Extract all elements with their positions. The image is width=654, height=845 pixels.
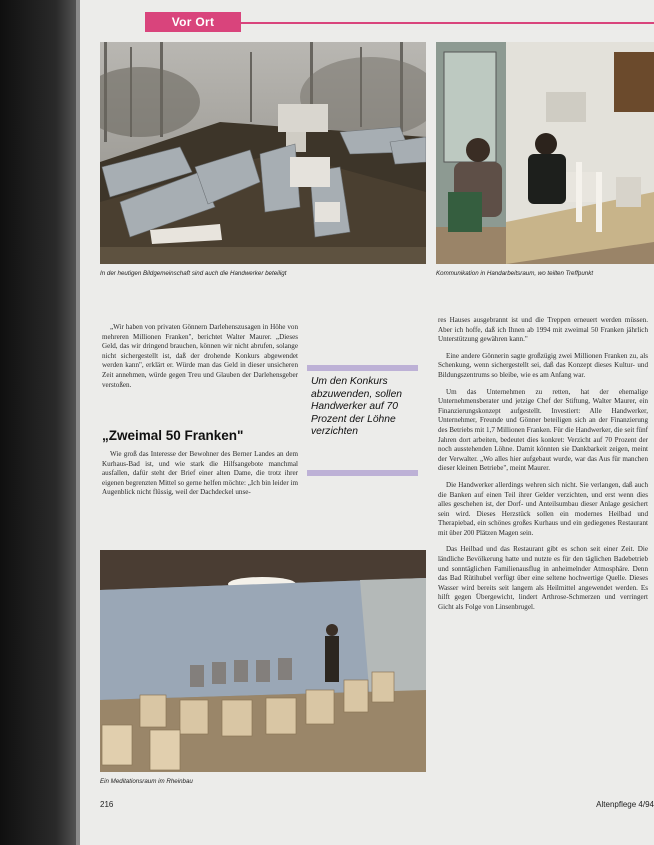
rubric-rule <box>240 22 654 24</box>
garden-photo-illustration <box>100 42 426 264</box>
paragraph: Die Handwerker allerdings wehren sich nicht. Sie verlangen, daß auch die Banken auf einen Teil ihrer Gelder verzichten, und erst wenn dies alles geschehen ist, der Dorf- und Anteilsumbau dieser Anlage gesichert sein wird. Dieses Herzstück sollen ein modernes Heilbad und Therapiebad, ein schönes großes Kurhaus und ein gediegenes Restaurant mit über 200 Plätzen Magen sein. <box>438 480 648 537</box>
column2-body <box>438 316 648 620</box>
handicraft-room-photo <box>436 42 654 264</box>
pullquote: Um den Konkurs abzuwenden, sollen Handwerker auf 70 Prozent der Löhne verzichten <box>311 376 403 437</box>
handicraft-room-illustration <box>436 42 654 264</box>
paragraph: Um das Unternehmen zu retten, hat der ehemalige Unternehmensberater und jetzige Chef der Stiftung, Walter Maurer, ein Finanzierungskonzept aufgestellt. Investiert: Alle Handwerker, Unternehmer, Freunde und Gönner beteiligen sich an der Finanzierung des Betriebs mit 1,7 Millionen Franken. Für die Handwerker, die seit fünf Jahren dort arbeiten, bedeutet dies konkret: Verzicht auf 70 Prozent der noch ausstehenden Löhne. Damit könnten sie Dankbarkeit zeigen, meint der Verwalter. „Wo alles hier aufgebaut wurde, war das Aus für manchen dieser kleinen Betriebe", meint Maurer. <box>438 387 648 473</box>
paragraph: Wie groß das Interesse der Bewohner des Berner Landes an dem Kurhaus-Bad ist, und wie stark die Hilfsangebote manchmal ausfallen, dafür steht der Brief einer alten Dame, die trotz ihrer eigenen begrenzten Mittel so gerne helfen möchte: „Ich bin leider im Augenblick nicht flüssig, weil der Dachdeckel unse- <box>102 450 298 497</box>
subheading: „Zweimal 50 Franken" <box>102 428 244 443</box>
section-rubric: Vor Ort <box>145 12 241 32</box>
meditation-room-photo <box>100 550 426 772</box>
journal-issue: Altenpflege 4/94 <box>596 800 654 809</box>
paragraph: „Wir haben von privaten Gönnern Darlehenszusagen in Höhe von mehreren Millionen Franken", berichtet Walter Maurer. „Dieses Geld, das wir dringend brauchen, können wir nicht abrufen, solange nicht sichergestellt ist, daß der drohende Konkurs abgewendet werden kann", erklärt er. Würde man das Geld in dieser unsicheren Zeit annehmen, würde gegen Treu und Glauben der Darlehensgeber verstoßen. <box>102 323 298 389</box>
meditation-room-illustration <box>100 550 426 772</box>
column1-body <box>102 450 298 505</box>
garden-photo-caption: In der heutigen Bildgemeinschaft sind auch die Handwerker beteiligt <box>100 270 287 277</box>
page-number: 216 <box>100 800 114 809</box>
pullquote-bar-bottom <box>307 470 418 476</box>
garden-photo <box>100 42 426 264</box>
book-spine-shadow <box>0 0 80 845</box>
paragraph: Eine andere Gönnerin sagte großzügig zwei Millionen Franken zu, als Schenkung, wenn sichergestellt sei, daß das Konzept dieses Kultur- und Bildungszentrums so bleibe, wie es am Anfang war. <box>438 351 648 379</box>
pullquote-bar-top <box>307 365 418 371</box>
paragraph: Das Heilbad und das Restaurant gibt es schon seit einer Zeit. Die ländliche Bevölkerung hatte und nutzte es für den täglichen Badebetrieb und sonntäglichen Familienausflug in anheimelnder Atmosphäre. Denn das Bad Rütihubel verfügt über eine seltene hochwertige Quelle. Dieses Wasser wird bereits seit langem als Heilmittel angewendet werden. Es hilft gegen Übergewicht, lindert Arthrose-Schmerzen und verringert Gicht als Folge von Linsenbrugel. <box>438 545 648 612</box>
magazine-page <box>80 0 654 845</box>
paragraph: res Hauses ausgebrannt ist und die Treppen erneuert werden müssen. Aber ich hoffe, daß ich Ihnen ab 1994 mit zweimal 50 Franken jährlich Unterstützung gewähren kann." <box>438 316 648 344</box>
column1-intro <box>102 323 298 397</box>
handicraft-photo-caption: Kommunikation in Handarbeitsraum, wo teilten Treffpunkt <box>436 270 594 277</box>
meditation-photo-caption: Ein Meditationsraum im Rheinbau <box>100 778 193 785</box>
